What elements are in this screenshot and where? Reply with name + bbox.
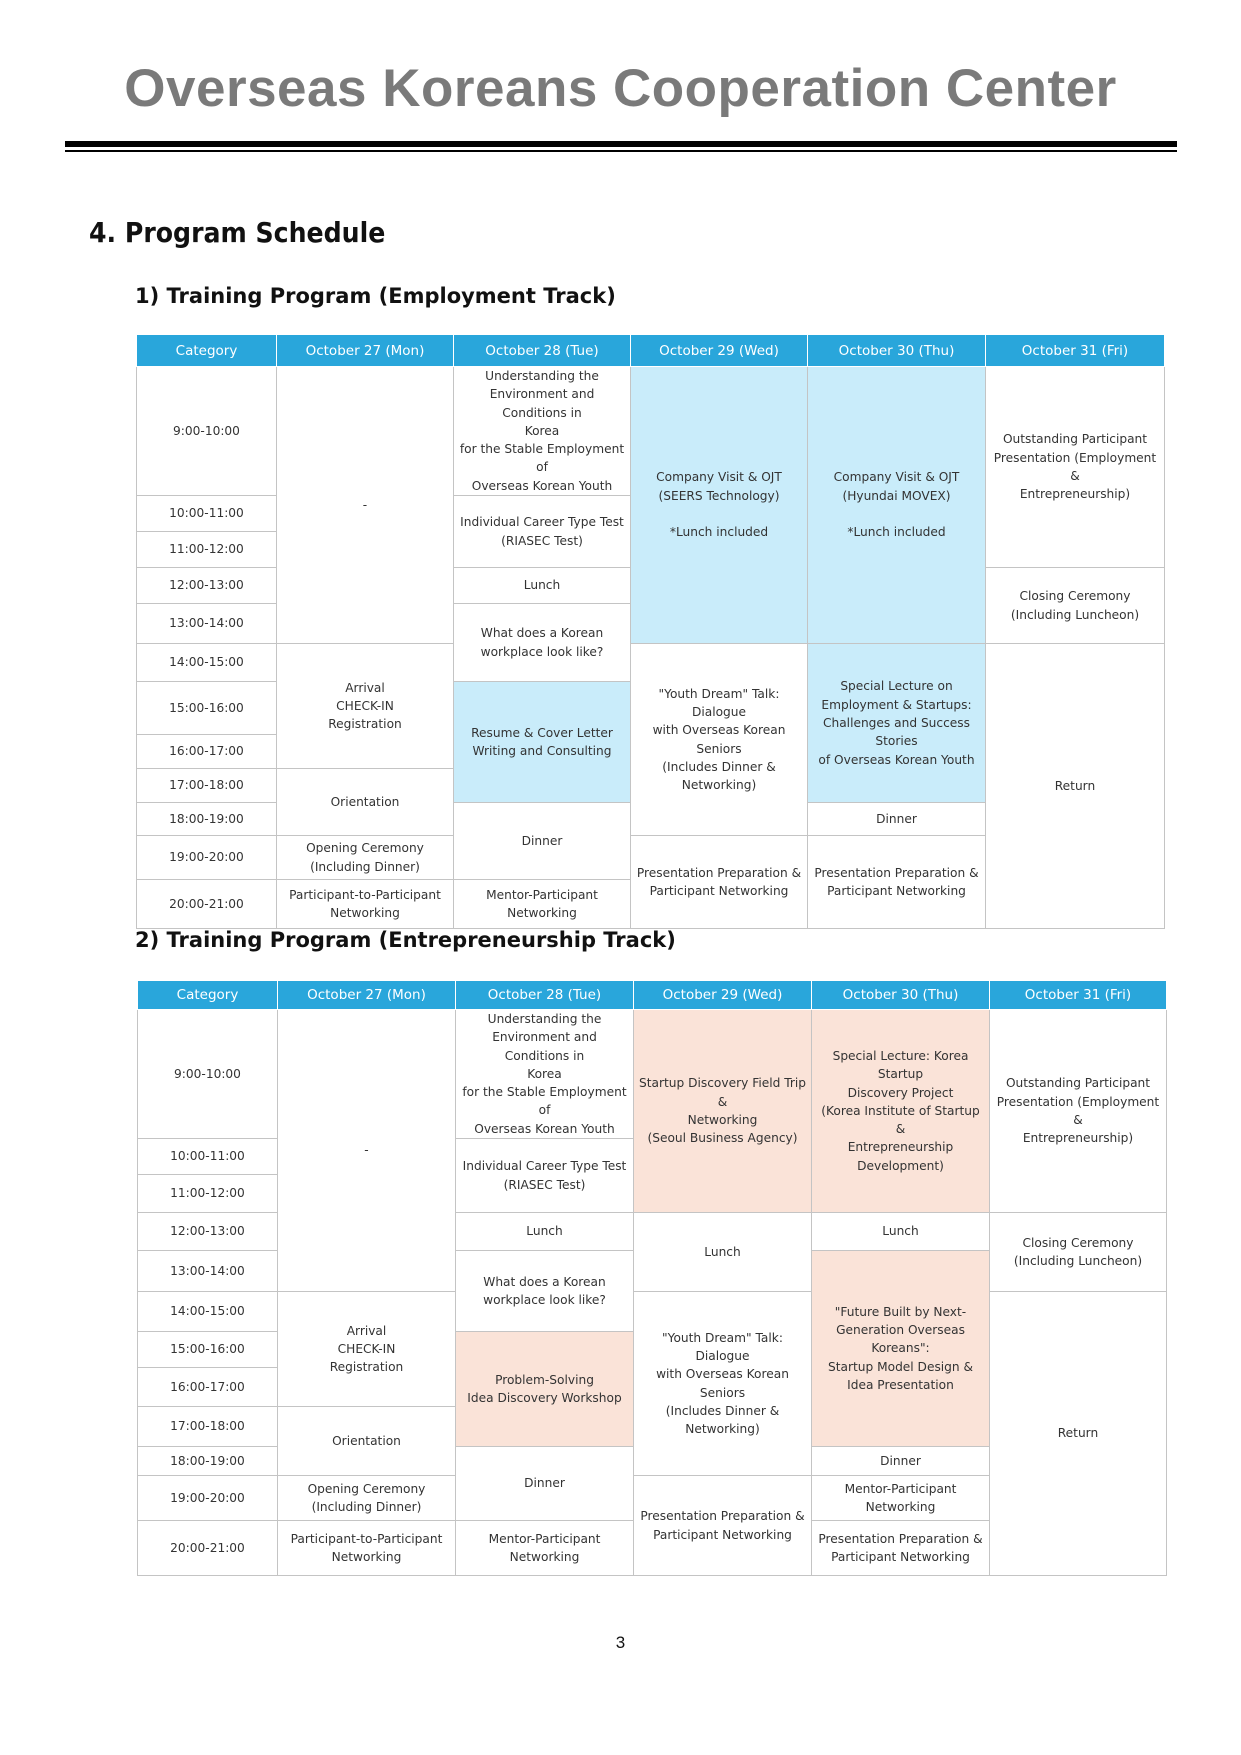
time-cell: 16:00-17:00 (138, 1368, 278, 1407)
thu-lunch-cell: Lunch (812, 1213, 990, 1251)
header-divider-thin (65, 150, 1177, 152)
time-cell: 19:00-20:00 (138, 1476, 278, 1521)
header-oct-30: October 30 (Thu) (812, 981, 990, 1010)
time-cell: 11:00-12:00 (138, 1175, 278, 1213)
tue-mentor-cell: Mentor-Participant Networking (456, 1521, 634, 1576)
employment-schedule-table (136, 334, 1165, 929)
fri-outstanding-cell: Outstanding Participant Presentation (Employment & Entrepreneurship) (990, 1010, 1167, 1213)
fri-outstanding-cell: Outstanding Participant Presentation (Employment & Entrepreneurship) (986, 367, 1165, 568)
thu-company-visit-cell: Company Visit & OJT (Hyundai MOVEX) *Lunch included (808, 367, 986, 644)
wed-field-trip-cell: Startup Discovery Field Trip & Networking (Seoul Business Agency) (634, 1010, 812, 1213)
time-cell: 13:00-14:00 (138, 1251, 278, 1292)
fri-closing-cell: Closing Ceremony (Including Luncheon) (990, 1213, 1167, 1292)
wed-lunch-cell: Lunch (634, 1213, 812, 1292)
fri-return-cell: Return (990, 1292, 1167, 1576)
mon-free-cell: - (277, 367, 454, 644)
fri-return-cell: Return (986, 644, 1165, 929)
tue-understanding-cell: Understanding the Environment and Conditions in Korea for the Stable Employment of Overseas Korean Youth (456, 1010, 634, 1139)
header-divider-thick (65, 141, 1177, 147)
table-header-row (138, 981, 1167, 1010)
page-header-title: Overseas Koreans Cooperation Center (124, 59, 1117, 118)
time-cell: 17:00-18:00 (138, 1407, 278, 1447)
mon-orientation-cell: Orientation (278, 1407, 456, 1476)
time-cell: 9:00-10:00 (137, 367, 277, 496)
tue-workshop-cell: Problem-Solving Idea Discovery Workshop (456, 1332, 634, 1447)
tue-understanding-cell: Understanding the Environment and Conditions in Korea for the Stable Employment of Overseas Korean Youth (454, 367, 631, 496)
mon-opening-cell: Opening Ceremony (Including Dinner) (278, 1476, 456, 1521)
time-cell: 15:00-16:00 (138, 1332, 278, 1368)
time-cell: 10:00-11:00 (137, 496, 277, 532)
time-cell: 18:00-19:00 (137, 803, 277, 836)
time-cell: 12:00-13:00 (138, 1213, 278, 1251)
page-number: 3 (615, 1633, 626, 1652)
header-oct-30: October 30 (Thu) (808, 335, 986, 367)
tue-dinner-cell: Dinner (456, 1447, 634, 1521)
thu-future-cell: "Future Built by Next- Generation Overseas Koreans": Startup Model Design & Idea Presentation (812, 1251, 990, 1447)
employment-track-title: 1) Training Program (Employment Track) (135, 284, 616, 308)
mon-free-cell: - (278, 1010, 456, 1292)
tue-mentor-cell: Mentor-Participant Networking (454, 880, 631, 929)
section-heading: 4. Program Schedule (89, 216, 386, 249)
time-cell: 14:00-15:00 (137, 644, 277, 682)
thu-presentation-cell: Presentation Preparation & Participant Networking (812, 1521, 990, 1576)
mon-networking-cell: Participant-to-Participant Networking (277, 880, 454, 929)
time-cell: 18:00-19:00 (138, 1447, 278, 1476)
time-cell: 19:00-20:00 (137, 836, 277, 880)
tue-workplace-cell: What does a Korean workplace look like? (454, 604, 631, 682)
header-oct-28: October 28 (Tue) (456, 981, 634, 1010)
entrepreneurship-schedule-table (137, 980, 1167, 1576)
time-cell: 10:00-11:00 (138, 1139, 278, 1175)
header-category: Category (137, 335, 277, 367)
wed-company-visit-cell: Company Visit & OJT (SEERS Technology) *Lunch included (631, 367, 808, 644)
header-oct-29: October 29 (Wed) (631, 335, 808, 367)
mon-arrival-cell: Arrival CHECK-IN Registration (277, 644, 454, 769)
time-cell: 15:00-16:00 (137, 682, 277, 735)
time-cell: 9:00-10:00 (138, 1010, 278, 1139)
mon-orientation-cell: Orientation (277, 769, 454, 836)
header-oct-27: October 27 (Mon) (278, 981, 456, 1010)
thu-special-lecture-cell: Special Lecture: Korea Startup Discovery Project (Korea Institute of Startup & Entrepreneurship Development) (812, 1010, 990, 1213)
fri-closing-cell: Closing Ceremony (Including Luncheon) (986, 568, 1165, 644)
header-oct-31: October 31 (Fri) (990, 981, 1167, 1010)
header-oct-31: October 31 (Fri) (986, 335, 1165, 367)
time-cell: 12:00-13:00 (137, 568, 277, 604)
time-cell: 11:00-12:00 (137, 532, 277, 568)
thu-mentor-cell: Mentor-Participant Networking (812, 1476, 990, 1521)
header-oct-27: October 27 (Mon) (277, 335, 454, 367)
wed-youth-dream-cell: "Youth Dream" Talk: Dialogue with Overseas Korean Seniors (Includes Dinner & Networking) (631, 644, 808, 836)
time-cell: 14:00-15:00 (138, 1292, 278, 1332)
time-cell: 13:00-14:00 (137, 604, 277, 644)
tue-career-test-cell: Individual Career Type Test (RIASEC Test) (456, 1139, 634, 1213)
wed-presentation-cell: Presentation Preparation & Participant Networking (634, 1476, 812, 1576)
header-oct-28: October 28 (Tue) (454, 335, 631, 367)
thu-presentation-cell: Presentation Preparation & Participant Networking (808, 836, 986, 929)
time-cell: 20:00-21:00 (137, 880, 277, 929)
wed-presentation-cell: Presentation Preparation & Participant Networking (631, 836, 808, 929)
wed-youth-dream-cell: "Youth Dream" Talk: Dialogue with Overseas Korean Seniors (Includes Dinner & Networking) (634, 1292, 812, 1476)
mon-opening-cell: Opening Ceremony (Including Dinner) (277, 836, 454, 880)
mon-networking-cell: Participant-to-Participant Networking (278, 1521, 456, 1576)
tue-lunch-cell: Lunch (456, 1213, 634, 1251)
tue-career-test-cell: Individual Career Type Test (RIASEC Test) (454, 496, 631, 568)
mon-arrival-cell: Arrival CHECK-IN Registration (278, 1292, 456, 1407)
header-oct-29: October 29 (Wed) (634, 981, 812, 1010)
header-category: Category (138, 981, 278, 1010)
time-cell: 20:00-21:00 (138, 1521, 278, 1576)
thu-dinner-cell: Dinner (812, 1447, 990, 1476)
thu-special-lecture-cell: Special Lecture on Employment & Startups: Challenges and Success Stories of Overseas Korean Youth (808, 644, 986, 803)
tue-resume-cell: Resume & Cover Letter Writing and Consulting (454, 682, 631, 803)
time-cell: 16:00-17:00 (137, 735, 277, 769)
entrepreneurship-track-title: 2) Training Program (Entrepreneurship Track) (135, 928, 676, 952)
tue-lunch-cell: Lunch (454, 568, 631, 604)
tue-workplace-cell: What does a Korean workplace look like? (456, 1251, 634, 1332)
time-cell: 17:00-18:00 (137, 769, 277, 803)
thu-dinner-cell: Dinner (808, 803, 986, 836)
table-header-row (137, 335, 1165, 367)
tue-dinner-cell: Dinner (454, 803, 631, 880)
